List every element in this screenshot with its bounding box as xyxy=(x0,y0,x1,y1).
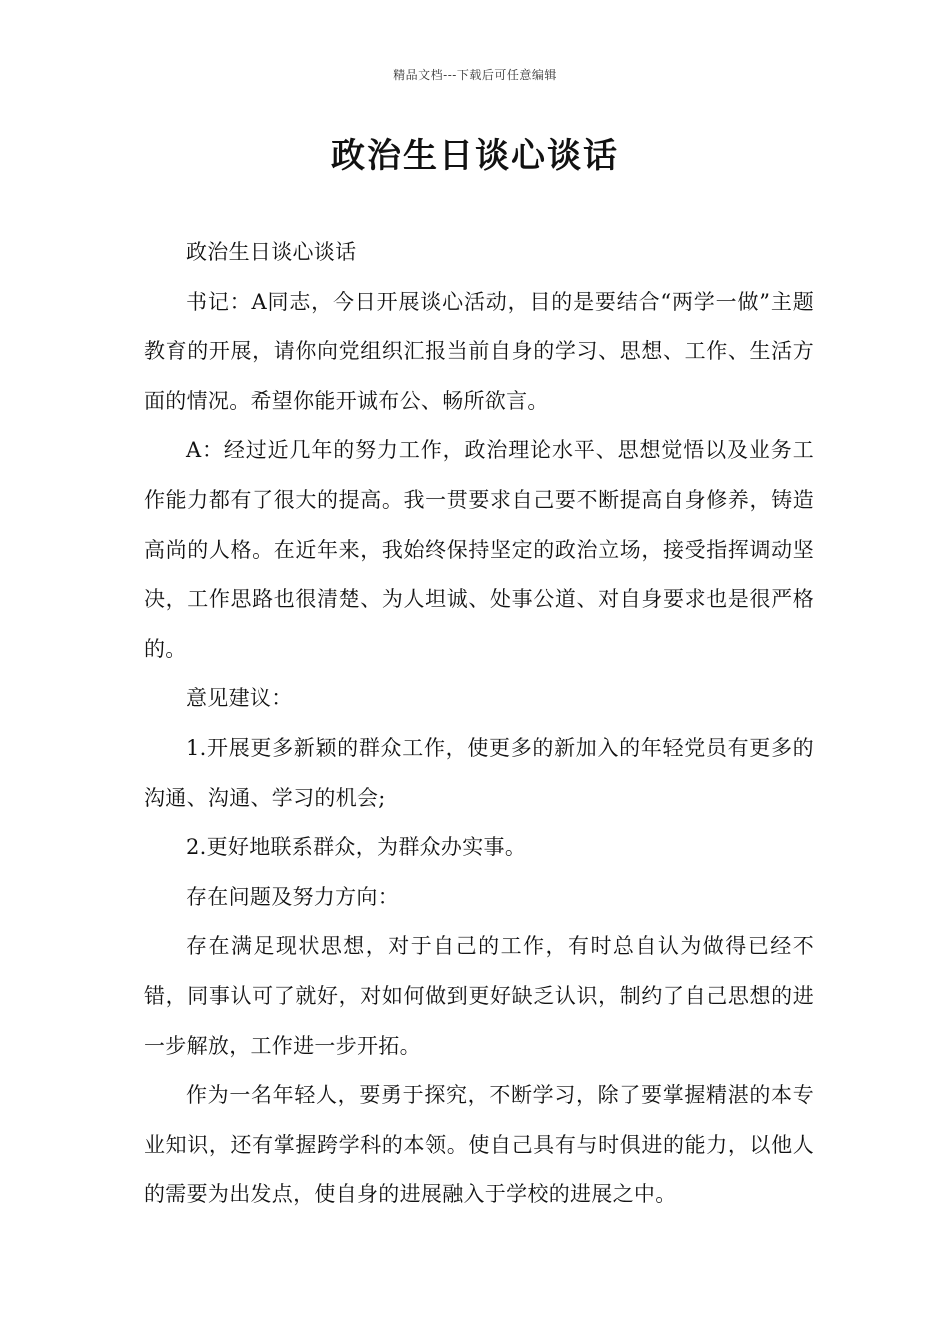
paragraph-problems: 存在满足现状思想，对于自己的工作，有时总自认为做得已经不错，同事认可了就好，对如何做到更好缺乏认识，制约了自己思想的进一步解放，工作进一步开拓。 xyxy=(144,934,814,1058)
paragraph-suggestions-heading: 意见建议： xyxy=(186,686,293,711)
paragraph-suggestion-1: 1.开展更多新颖的群众工作，使更多的新加入的年轻党员有更多的沟通、沟通、学习的机会; xyxy=(144,735,814,810)
paragraph-secretary: 书记：A同志，今日开展谈心活动，目的是要结合“两学一做”主题教育的开展，请你向党组织汇报当前自身的学习、思想、工作、生活方面的情况。希望你能开诚布公、畅所欲言。 xyxy=(144,289,814,413)
paragraph-subtitle: 政治生日谈心谈话 xyxy=(186,240,357,264)
paragraph-problems-heading: 存在问题及努力方向： xyxy=(186,884,399,909)
paragraph-suggestion-2: 2.更好地联系群众，为群众办实事。 xyxy=(186,835,527,860)
paragraph-response: A：经过近几年的努力工作，政治理论水平、思想觉悟以及业务工作能力都有了很大的提高。我一贯要求自己要不断提高自身修养，铸造高尚的人格。在近年来，我始终保持坚定的政治立场，接受指挥调动坚决，工作思路也很清楚、为人坦诚、处事公道、对自身要求也是很严格的。 xyxy=(144,438,814,661)
paragraph-direction: 作为一名年轻人，要勇于探究，不断学习，除了要掌握精湛的本专业知识，还有掌握跨学科的本领。使自己具有与时俱进的能力，以他人的需要为出发点，使自身的进展融入于学校的进展之中。 xyxy=(144,1083,814,1207)
document-body xyxy=(144,228,814,1220)
document-title: 政治生日谈心谈话 xyxy=(331,136,619,176)
header-note: 精品文档---下载后可任意编辑 xyxy=(393,68,557,82)
